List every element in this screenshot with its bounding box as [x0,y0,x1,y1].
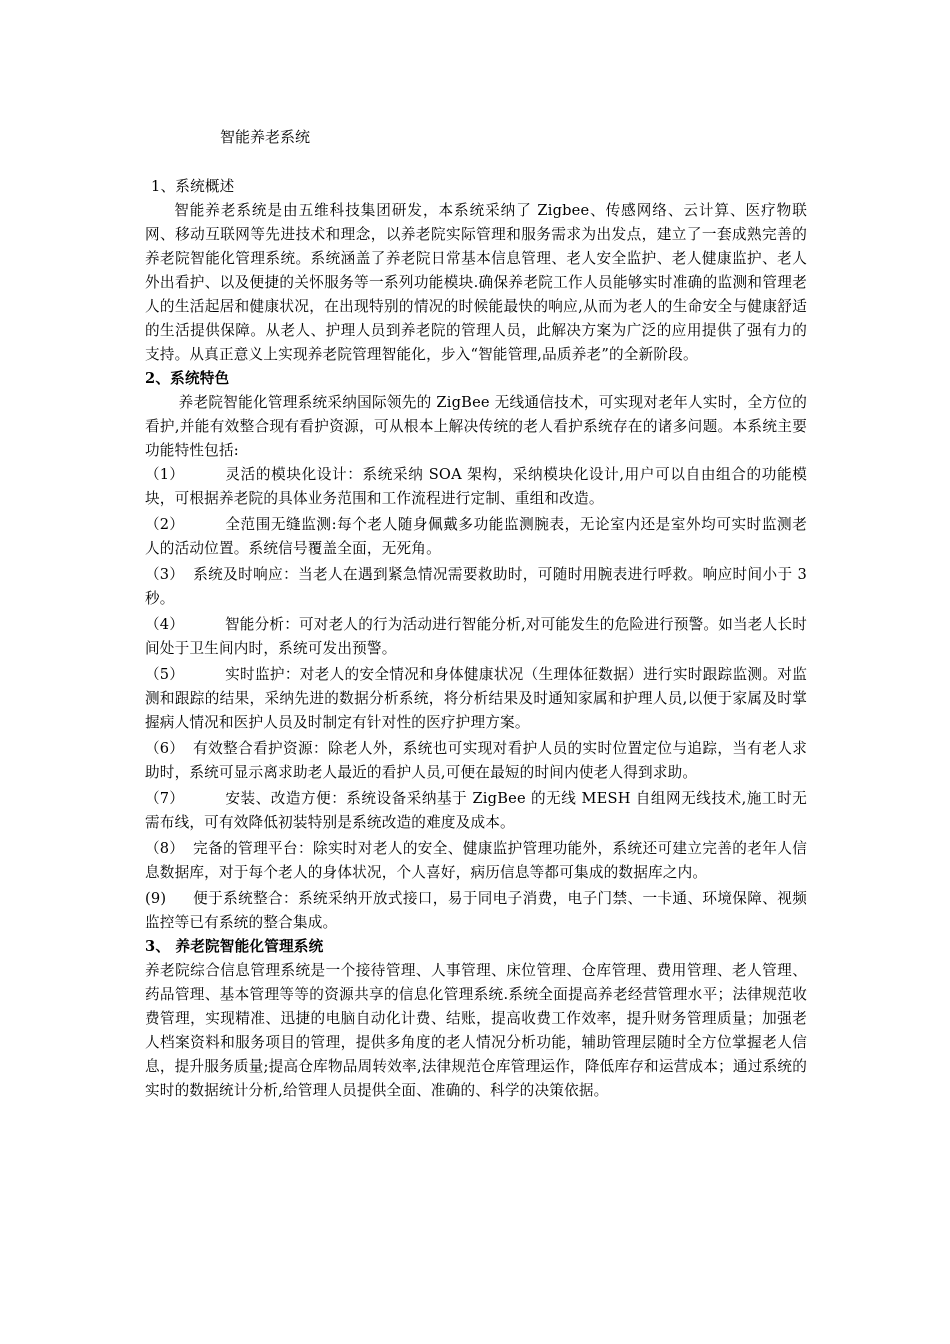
feature-number: （3） [145,566,185,583]
section-3-heading: 3、 养老院智能化管理系统 [145,938,324,955]
feature-item [145,613,807,661]
feature-item [145,837,807,885]
feature-text: 实时监护：对老人的安全情况和身体健康状况（生理体征数据）进行实时跟踪监测。对监测和跟踪的结果，采纳先进的数据分析系统，将分析结果及时通知家属和护理人员,以便于家属及时掌握病人情况和医护人员及时制定有针对性的医疗护理方案。 [145,666,807,731]
section-1-paragraph: 智能养老系统是由五维科技集团研发，本系统采纳了 Zigbee、传感网络、云计算、医疗物联网、移动互联网等先进技术和理念，以养老院实际管理和服务需求为出发点，建立了一套成熟完善的养老院智能化管理系统。系统涵盖了养老院日常基本信息管理、老人安全监护、老人健康监护、老人外出看护、以及便捷的关怀服务等一系列功能模块.确保养老院工作人员能够实时准确的监测和管理老人的生活起居和健康状况，在出现特别的情况的时候能最快的响应,从而为老人的生命安全与健康舒适的生活提供保障。从老人、护理人员到养老院的管理人员，此解决方案为广泛的应用提供了强有力的支持。从真正意义上实现养老院管理智能化，步入“智能管理,品质养老”的全新阶段。 [145,202,807,363]
section-1-heading: 1、系统概述 [151,178,235,195]
feature-number: （5） [145,666,185,683]
document-title: 智能养老系统 [220,128,311,146]
feature-item [145,463,807,511]
feature-item [145,513,807,561]
feature-number: （8） [145,840,185,857]
feature-text: 系统及时响应：当老人在遇到紧急情况需要救助时，可随时用腕表进行呼救。响应时间小于 3 秒。 [145,566,807,607]
feature-number: （4） [145,616,185,633]
feature-text: 便于系统整合：系统采纳开放式接口，易于同电子消费，电子门禁、一卡通、环境保障、视频监控等已有系统的整合集成。 [145,890,807,931]
feature-text: 有效整合看护资源：除老人外，系统也可实现对看护人员的实时位置定位与追踪，当有老人求助时，系统可显示离求助老人最近的看护人员,可便在最短的时间内使老人得到求助。 [145,740,807,781]
document-body [145,175,807,1103]
feature-item [145,887,807,935]
feature-text: 灵活的模块化设计：系统采纳 SOA 架构，采纳模块化设计,用户可以自由组合的功能模块，可根据养老院的具体业务范围和工作流程进行定制、重组和改造。 [145,466,807,507]
feature-item [145,563,807,611]
section-2-heading: 2、系统特色 [145,370,230,387]
feature-number: （7） [145,790,185,807]
feature-text: 安装、改造方便：系统设备采纳基于 ZigBee 的无线 MESH 自组网无线技术,施工时无需布线，可有效降低初装特别是系统改造的难度及成本。 [145,790,807,831]
feature-text: 全范围无缝监测:每个老人随身佩戴多功能监测腕表，无论室内还是室外均可实时监测老人的活动位置。系统信号覆盖全面，无死角。 [145,516,807,557]
section-3-paragraph: 养老院综合信息管理系统是一个接待管理、人事管理、床位管理、仓库管理、费用管理、老人管理、药品管理、基本管理等等的资源共享的信息化管理系统.系统全面提高养老经营管理水平；法律规范收费管理，实现精准、迅捷的电脑自动化计费、结账，提高收费工作效率，提升财务管理质量；加强老人档案资料和服务项目的管理，提供多角度的老人情况分析功能，辅助管理层随时全方位掌握老人信息，提升服务质量;提高仓库物品周转效率,法律规范仓库管理运作，降低库存和运营成本；通过系统的实时的数据统计分析,给管理人员提供全面、准确的、科学的决策依据。 [145,962,807,1099]
feature-text: 完备的管理平台：除实时对老人的安全、健康监护管理功能外，系统还可建立完善的老年人信息数据库，对于每个老人的身体状况，个人喜好，病历信息等都可集成的数据库之内。 [145,840,807,881]
feature-number: (9) [145,890,167,907]
feature-text: 智能分析：可对老人的行为活动进行智能分析,对可能发生的危险进行预警。如当老人长时间处于卫生间内时，系统可发出预警。 [145,616,807,657]
feature-item [145,787,807,835]
feature-number: （6） [145,740,185,757]
feature-number: （2） [145,516,185,533]
feature-item [145,663,807,735]
section-2-intro: 养老院智能化管理系统采纳国际领先的 ZigBee 无线通信技术，可实现对老年人实时，全方位的看护,并能有效整合现有看护资源，可从根本上解决传统的老人看护系统存在的诸多问题。本系统主要功能特性包括: [145,394,807,459]
feature-number: （1） [145,466,185,483]
feature-item [145,737,807,785]
